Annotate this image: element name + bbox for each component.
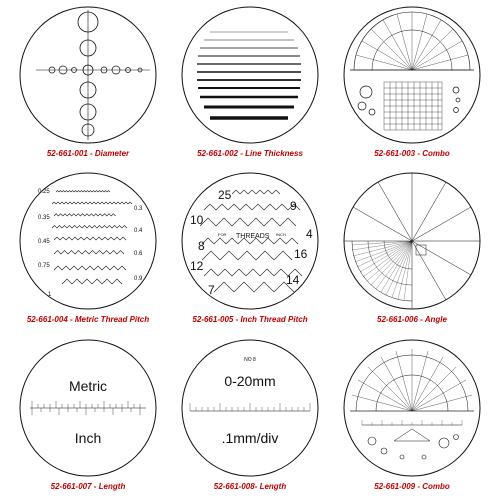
caption: 52-661-004 - Metric Thread Pitch [26, 315, 150, 324]
tpi-label-25: 25 [218, 188, 232, 202]
reticle-angle [332, 166, 492, 332]
caption: 52-661-009 - Combo [374, 482, 450, 491]
range-text: 0-20mm [224, 373, 276, 389]
metric-thread-reticle-drawing [8, 166, 168, 316]
tpi-label-8: 8 [198, 239, 205, 253]
caption: 52-661-001 - Diameter [46, 149, 130, 158]
reticle-metric-thread-pitch [8, 166, 168, 332]
pitch-label-04: 0.4 [134, 228, 143, 234]
angle-reticle-drawing [332, 166, 492, 316]
reticle-combo [332, 0, 492, 166]
line-thickness-reticle-drawing [170, 0, 330, 150]
combo2-reticle-drawing [332, 333, 492, 483]
division-text: .1mm/div [221, 430, 279, 446]
tpi-label-14: 14 [286, 273, 300, 287]
reticle-number: NO 8 [244, 357, 256, 363]
length-reticle-drawing [8, 333, 168, 483]
inch-text: Inch [74, 430, 102, 446]
caption: 52-661-005 - Inch Thread Pitch [192, 315, 308, 324]
inch-thread-reticle-drawing [170, 166, 330, 316]
pitch-label-035: 0.35 [38, 215, 50, 221]
caption: 52-661-006 - Angle [377, 315, 447, 324]
tpi-label-9: 9 [290, 199, 297, 213]
caption: 52-661-007 - Length [50, 482, 126, 491]
tpi-label-7: 7 [208, 283, 215, 297]
diameter-reticle-drawing [8, 0, 168, 150]
tpi-label-10: 10 [190, 213, 204, 227]
tpi-label-16: 16 [294, 247, 308, 261]
pitch-label-1: 1 [48, 292, 52, 298]
combo-reticle-drawing [332, 0, 492, 150]
word-for: FOR [218, 232, 227, 237]
word-threads: THREADS [236, 233, 270, 240]
pitch-label-025: 0.25 [38, 189, 50, 195]
reticle-combo-2 [332, 333, 492, 499]
reticle-diameter [8, 0, 168, 166]
caption: 52-661-002 - Line Thickness [197, 149, 303, 158]
pitch-label-09: 0.9 [134, 276, 143, 282]
reticle-length-metric-inch [8, 333, 168, 499]
reticle-inch-thread-pitch [170, 166, 330, 332]
tpi-label-12: 12 [190, 259, 204, 273]
caption: 52-661-008- Length [213, 482, 287, 491]
length-mm-reticle-drawing [170, 333, 330, 483]
reticle-length-0-20mm [170, 333, 330, 499]
metric-text: Metric [68, 378, 108, 394]
pitch-label-075: 0.75 [38, 263, 50, 269]
caption: 52-661-003 - Combo [374, 149, 450, 158]
pitch-label-03: 0.3 [134, 206, 143, 212]
tpi-label-4: 4 [306, 227, 313, 241]
pitch-label-045: 0.45 [38, 239, 50, 245]
word-inch: INCH [276, 232, 286, 237]
pitch-label-06: 0.6 [134, 251, 143, 257]
reticle-line-thickness [170, 0, 330, 166]
